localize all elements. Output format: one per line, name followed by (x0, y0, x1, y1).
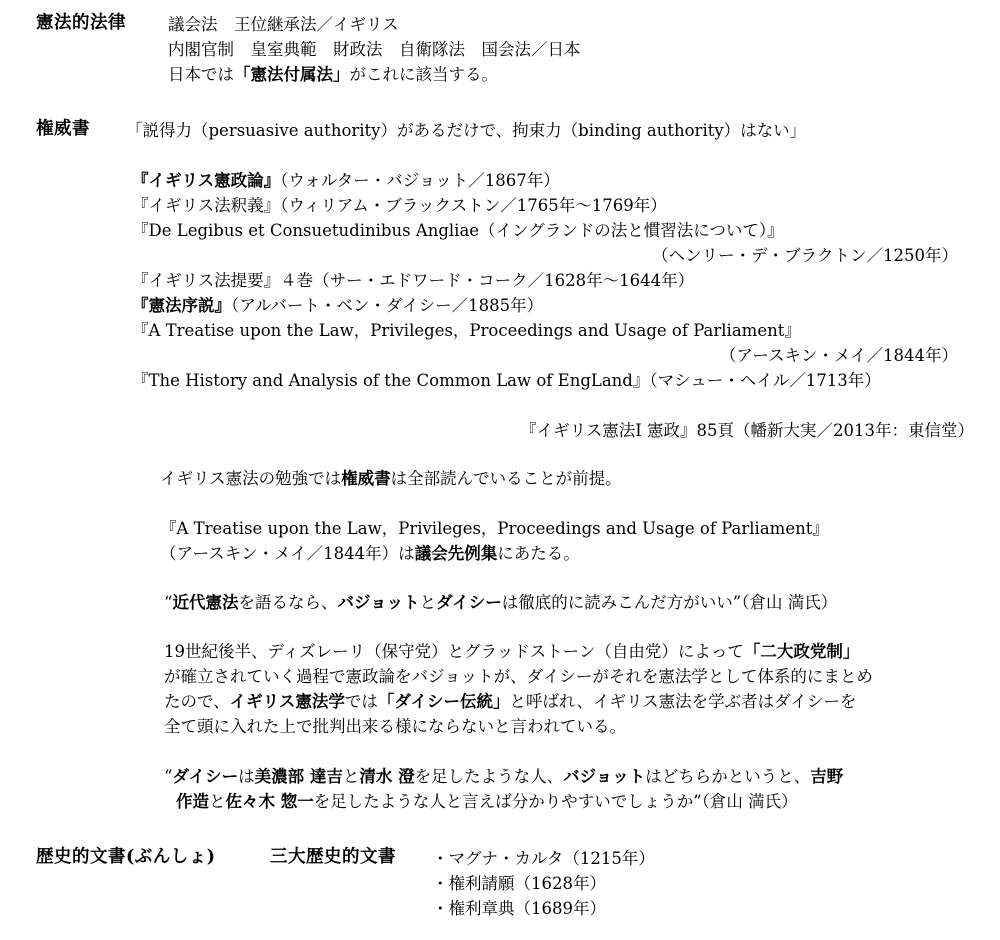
authority-book-bracton-title: 『De Legibus et Consuetudinibus Angliae（イングランドの法と慣習法について）』 (132, 221, 784, 240)
history-paragraph-line-3: たので、イギリス憲法学では「ダイシー伝統」と呼ばれ、イギリス憲法を学ぶ者はダイシーを (164, 692, 857, 711)
historical-doc-item: ・権利章典（1689年） (432, 899, 606, 918)
quote-kurayama-2-line-1: “ダイシーは美濃部 達吉と清水 澄を足したような人、バジョットはどちらかというと、吉野 (164, 767, 844, 786)
history-paragraph-line-2: が確立されていく過程で憲政論をバジョットが、ダイシーがそれを憲法学として体系的にまとめ (164, 667, 873, 686)
section-heading-historical-docs: 歴史的文書(ぶんしょ) (36, 847, 216, 867)
authority-book-hale: 『The History and Analysis of the Common Law of EngLand』（マシュー・ヘイル／1713年） (132, 371, 881, 390)
note-authority-premise: イギリス憲法の勉強では権威書は全部読んでいることが前提。 (160, 469, 622, 488)
historical-doc-item: ・権利請願（1628年） (432, 874, 606, 893)
historical-doc-item: ・マグナ・カルタ（1215年） (432, 849, 655, 868)
authority-book-blackstone: 『イギリス法釈義』（ウィリアム・ブラックストン／1765年～1769年） (132, 196, 667, 215)
quote-kurayama-1: “近代憲法を語るなら、バジョットとダイシーは徹底的に読みこんだ方がいい”（倉山 満氏） (164, 593, 838, 612)
quote-kurayama-2-line-2: 作造と佐々木 惣一を足したような人と言えば分かりやすいでしょうか”（倉山 満氏） (176, 792, 798, 811)
constitutional-law-line-uk: 議会法 王位継承法／イギリス (168, 15, 399, 34)
constitutional-law-line-japan: 内閣官制 皇室典範 財政法 自衛隊法 国会法／日本 (168, 40, 581, 59)
authority-book-bracton-detail: （ヘンリー・デ・ブラクトン／1250年） (652, 246, 958, 265)
authority-book-may-detail: （アースキン・メイ／1844年） (719, 346, 958, 365)
section-heading-authority: 権威書 (36, 119, 90, 139)
authority-book-may-title: 『A Treatise upon the Law，Privileges，Proceedings and Usage of Parliament』 (132, 321, 801, 340)
history-paragraph-line-1: 19世紀後半、ディズレーリ（保守党）とグラッドストーン（自由党）によって「二大政党制」 (164, 642, 860, 661)
authority-book-dicey: 『憲法序説』（アルバート・ベン・ダイシー／1885年） (132, 296, 544, 315)
authority-source-citation: 『イギリス憲法Ⅰ 憲政』85頁（幡新大実／2013年：東信堂） (520, 421, 974, 440)
authority-quote: 「説得力（persuasive authority）があるだけで、拘束力（binding authority）はない」 (126, 121, 807, 140)
constitutional-law-line-note: 日本では「憲法付属法」がこれに該当する。 (168, 65, 498, 84)
note-may-description: （アースキン・メイ／1844年）は議会先例集にあたる。 (160, 544, 580, 563)
note-may-title: 『A Treatise upon the Law，Privileges，Proceedings and Usage of Parliament』 (160, 519, 829, 538)
history-paragraph-line-4: 全て頭に入れた上で批判出来る様にならないと言われている。 (164, 717, 626, 736)
section-heading-constitutional-law: 憲法的法律 (36, 13, 126, 33)
authority-book-coke: 『イギリス法提要』４巻（サー・エドワード・コーク／1628年～1644年） (132, 271, 695, 290)
historical-docs-subheading: 三大歴史的文書 (270, 847, 396, 867)
authority-book-bagehot: 『イギリス憲政論』（ウォルター・バジョット／1867年） (132, 171, 560, 190)
